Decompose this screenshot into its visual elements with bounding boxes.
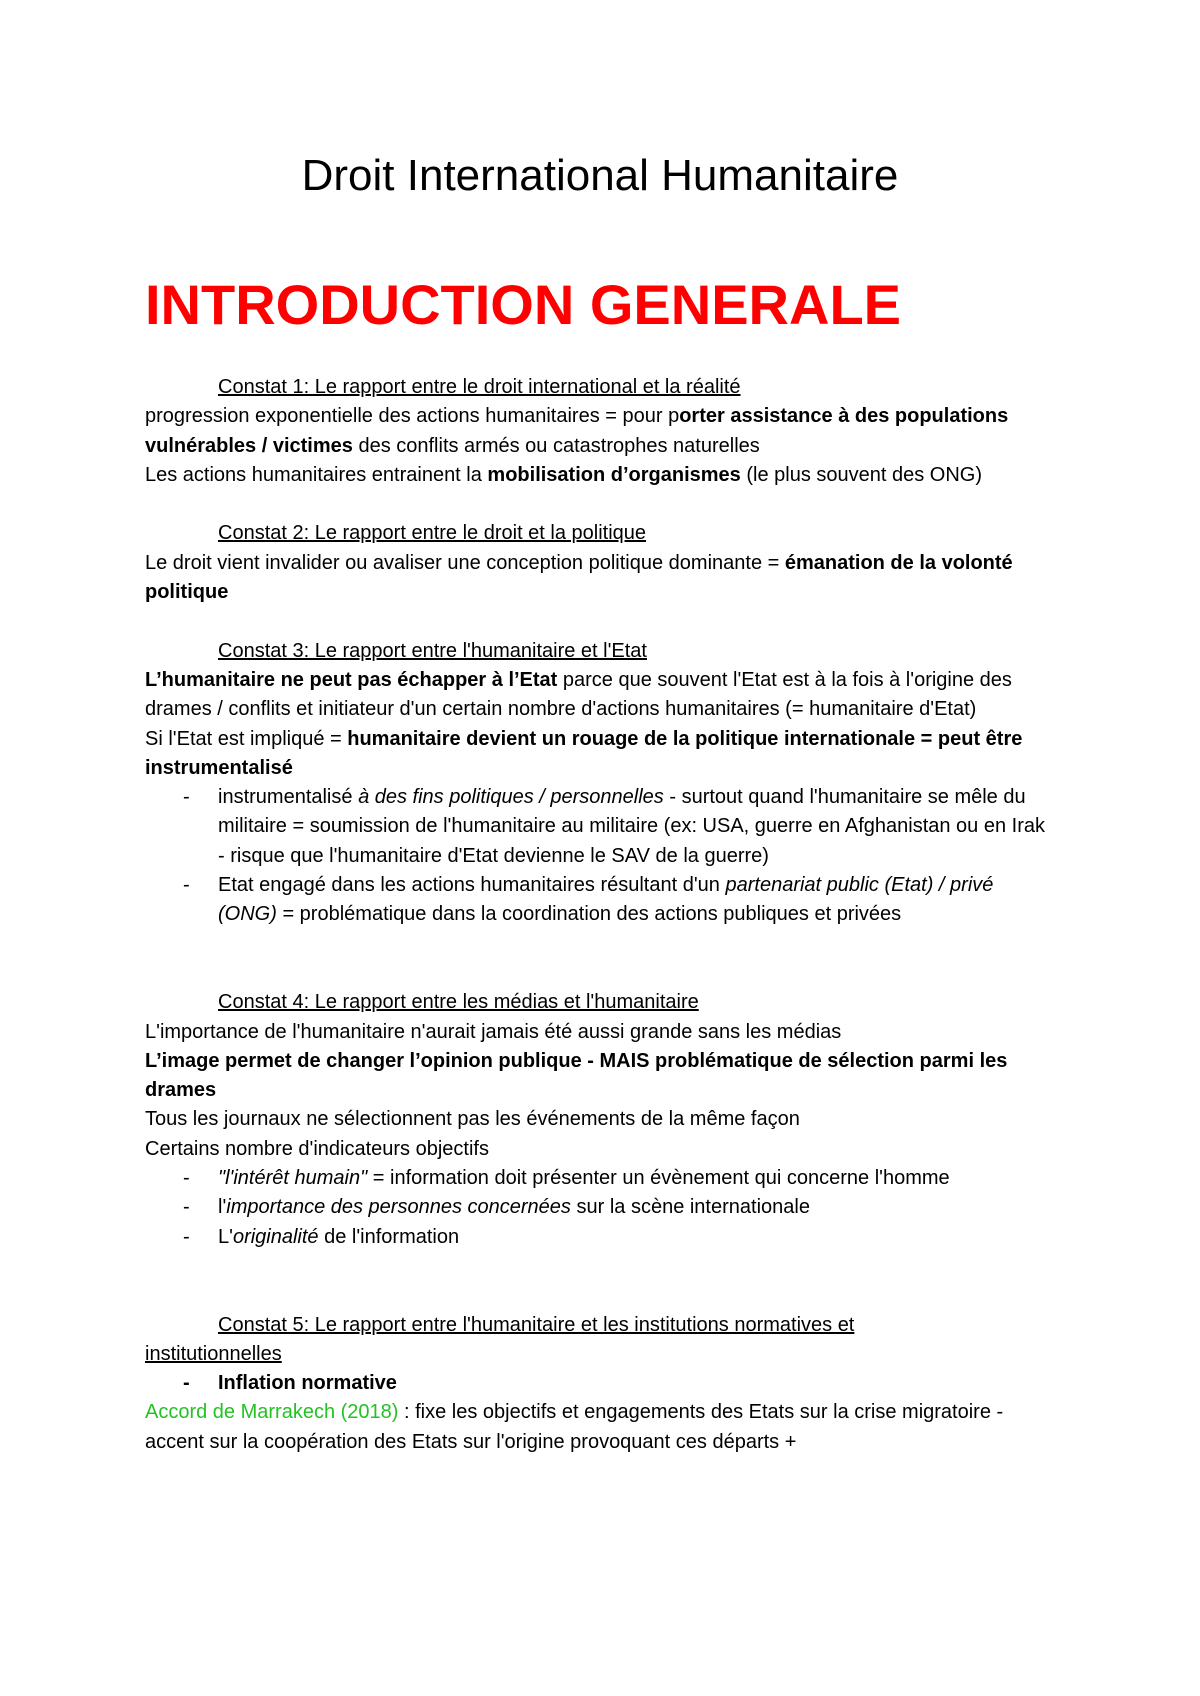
- constat-5-heading-continued: institutionnelles: [145, 1342, 282, 1365]
- constat-4-paragraph-3: Tous les journaux ne sélectionnent pas les événements de la même façon: [145, 1108, 800, 1131]
- section-heading: INTRODUCTION GENERALE: [145, 273, 901, 336]
- constat-3-paragraph-2: Si l'Etat est impliqué = humanitaire devient un rouage de la politique internationale = peut être instrumentalisé: [145, 727, 1023, 779]
- constat-4-paragraph-1: L'importance de l'humanitaire n'aurait jamais été aussi grande sans les médias: [145, 1020, 842, 1043]
- constat-3-list: [145, 783, 1050, 929]
- constat-1-heading: Constat 1: Le rapport entre le droit international et la réalité: [218, 376, 741, 398]
- constat-5-list: [145, 1369, 1050, 1398]
- list-item: - Etat engagé dans les actions humanitaires résultant d'un partenariat public (Etat) / privé (ONG) = problématique dans la coordination des actions publiques et privées: [145, 871, 1050, 930]
- constat-4-list: [145, 1164, 1050, 1252]
- constat-4-paragraph-4: Certains nombre d'indicateurs objectifs: [145, 1137, 489, 1160]
- list-item: - L'originalité de l'information: [145, 1223, 1050, 1252]
- constat-4-paragraph-2: L’image permet de changer l’opinion publique - MAIS problématique de sélection parmi les drames: [145, 1049, 1008, 1102]
- constat-1-paragraph-2: Les actions humanitaires entrainent la mobilisation d’organismes (le plus souvent des ONG): [145, 463, 983, 486]
- document-body: [145, 373, 1050, 1457]
- constat-3-heading: Constat 3: Le rapport entre l'humanitaire et l'Etat: [218, 639, 647, 662]
- document-title: Droit International Humanitaire: [301, 151, 899, 200]
- list-item: - l'importance des personnes concernées sur la scène internationale: [145, 1193, 1050, 1222]
- list-item: - instrumentalisé à des fins politiques / personnelles - surtout quand l'humanitaire se mêle du militaire = soumission de l'humanitaire au militaire (ex: USA, guerre en Afghanistan ou en Irak - risque que l'humanitaire d'Etat devienne le SAV de la guerre): [145, 783, 1050, 871]
- constat-3-paragraph-1: L’humanitaire ne peut pas échapper à l’Etat parce que souvent l'Etat est à la fois à l'origine des drames / conflits et initiateur d'un certain nombre d'actions humanitaires (= humanitaire d'Etat): [145, 668, 1012, 721]
- constat-1-paragraph-1: progression exponentielle des actions humanitaires = pour porter assistance à des populations vulnérables / victimes des conflits armés ou catastrophes naturelles: [145, 405, 1009, 457]
- green-reference: Accord de Marrakech (2018): [145, 1401, 399, 1424]
- list-item: - "l'intérêt humain" = information doit présenter un évènement qui concerne l'homme: [145, 1164, 1050, 1193]
- constat-2-heading: Constat 2: Le rapport entre le droit et la politique: [218, 522, 647, 545]
- constat-5-paragraph-1: Accord de Marrakech (2018) : fixe les objectifs et engagements des Etats sur la crise migratoire - accent sur la coopération des Etats sur l'origine provoquant ces départs +: [145, 1401, 1004, 1453]
- list-item: - Inflation normative: [145, 1369, 1050, 1398]
- constat-5-heading: Constat 5: Le rapport entre l'humanitaire et les institutions normatives et: [218, 1313, 855, 1336]
- constat-4-heading: Constat 4: Le rapport entre les médias et l'humanitaire: [218, 991, 699, 1014]
- constat-2-paragraph-1: Le droit vient invalider ou avaliser une conception politique dominante = émanation de la volonté politique: [145, 551, 1013, 604]
